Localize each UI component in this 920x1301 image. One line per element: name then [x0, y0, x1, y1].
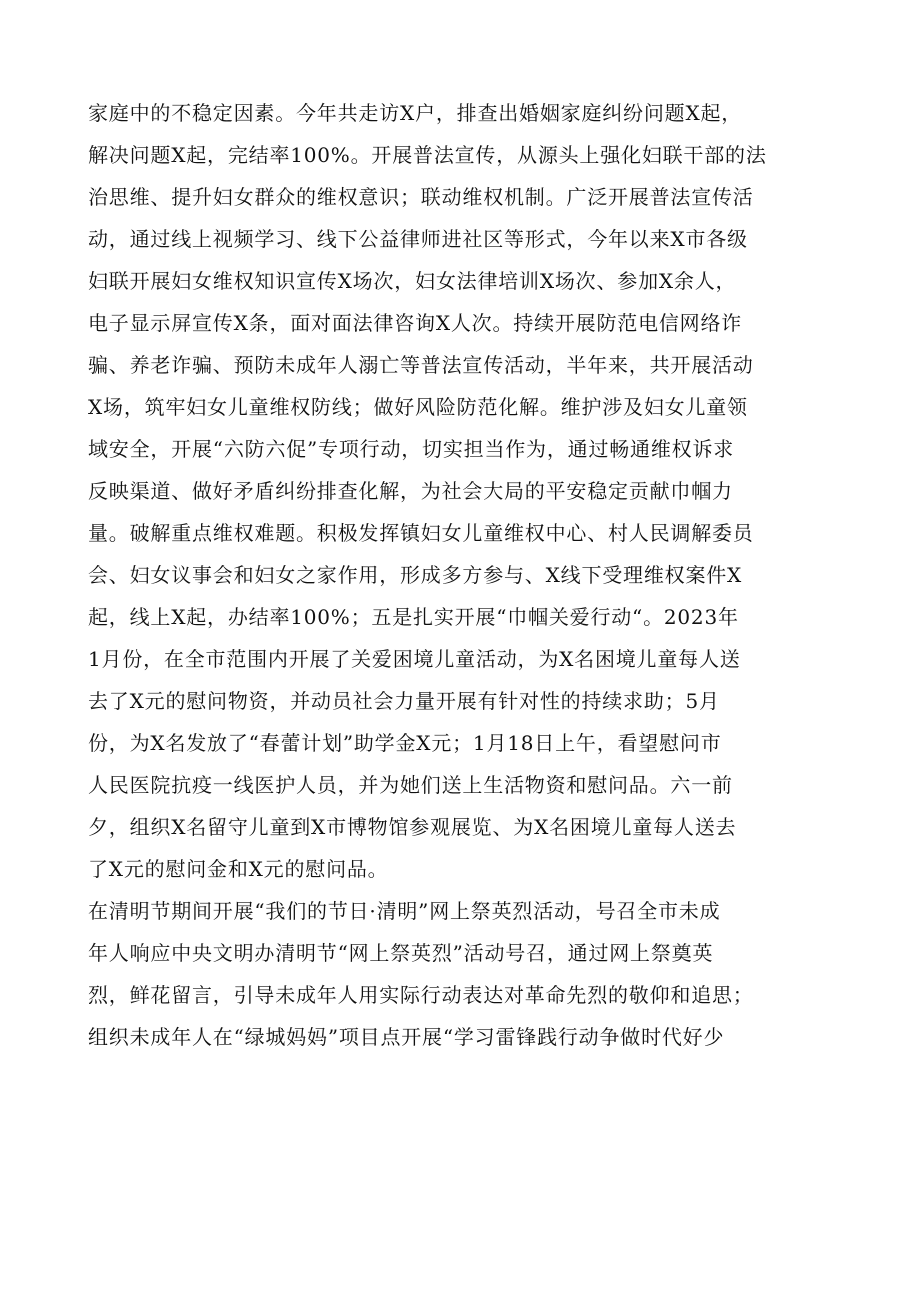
text-line: 去了X元的慰问物资，并动员社会力量开展有针对性的持续求助；5月: [88, 689, 720, 713]
text-line: 1月份，在全市范围内开展了关爱困境儿童活动，为X名困境儿童每人送: [88, 647, 741, 671]
text-line: 人民医院抗疫一线医护人员，并为她们送上生活物资和慰问品。六一前: [88, 773, 733, 797]
text-line: 解决问题X起，完结率100%。开展普法宣传，从源头上强化妇联干部的法: [88, 143, 767, 167]
text-line: 妇联开展妇女维权知识宣传X场次，妇女法律培训X场次、参加X余人，: [88, 269, 737, 293]
text-line: X场，筑牢妇女儿童维权防线；做好风险防范化解。维护涉及妇女儿童领: [88, 395, 748, 419]
text-line: 份，为X名发放了“春蕾计划”助学金X元；1月18日上午，看望慰问市: [88, 731, 722, 755]
text-line: 烈，鲜花留言，引导未成年人用实际行动表达对革命先烈的敬仰和追思；: [88, 983, 754, 1007]
text-line: 在清明节期间开展“我们的节日·清明”网上祭英烈活动，号召全市未成: [88, 899, 721, 923]
text-line: 会、妇女议事会和妇女之家作用，形成多方参与、X线下受理维权案件X: [88, 563, 743, 587]
text-line: 夕，组织X名留守儿童到X市博物馆参观展览、为X名困境儿童每人送去: [88, 815, 737, 839]
text-line: 量。破解重点维权难题。积极发挥镇妇女儿童维权中心、村人民调解委员: [88, 521, 754, 545]
text-line: 骗、养老诈骗、预防未成年人溺亡等普法宣传活动，半年来，共开展活动: [88, 353, 754, 377]
text-line: 了X元的慰问金和X元的慰问品。: [88, 857, 389, 881]
text-line: 年人响应中央文明办清明节“网上祭英烈”活动号召，通过网上祭奠英: [88, 941, 714, 965]
text-line: 反映渠道、做好矛盾纠纷排查化解，为社会大局的平安稳定贡献巾帼力: [88, 479, 733, 503]
text-line: 域安全，开展“六防六促”专项行动，切实担当作为，通过畅通维权诉求: [88, 437, 735, 461]
text-line: 动，通过线上视频学习、线下公益律师进社区等形式，今年以来X市各级: [88, 227, 748, 251]
text-line: 起，线上X起，办结率100%；五是扎实开展“巾帼关爱行动“。2023年: [88, 605, 739, 629]
text-line: 电子显示屏宣传X条，面对面法律咨询X人次。持续开展防范电信网络诈: [88, 311, 743, 335]
text-line: 家庭中的不稳定因素。今年共走访X户，排查出婚姻家庭纠纷问题X起，: [88, 101, 743, 125]
text-line: 组织未成年人在“绿城妈妈”项目点开展“学习雷锋践行动争做时代好少: [88, 1025, 725, 1049]
text-line: 治思维、提升妇女群众的维权意识；联动维权机制。广泛开展普法宣传活: [88, 185, 754, 209]
